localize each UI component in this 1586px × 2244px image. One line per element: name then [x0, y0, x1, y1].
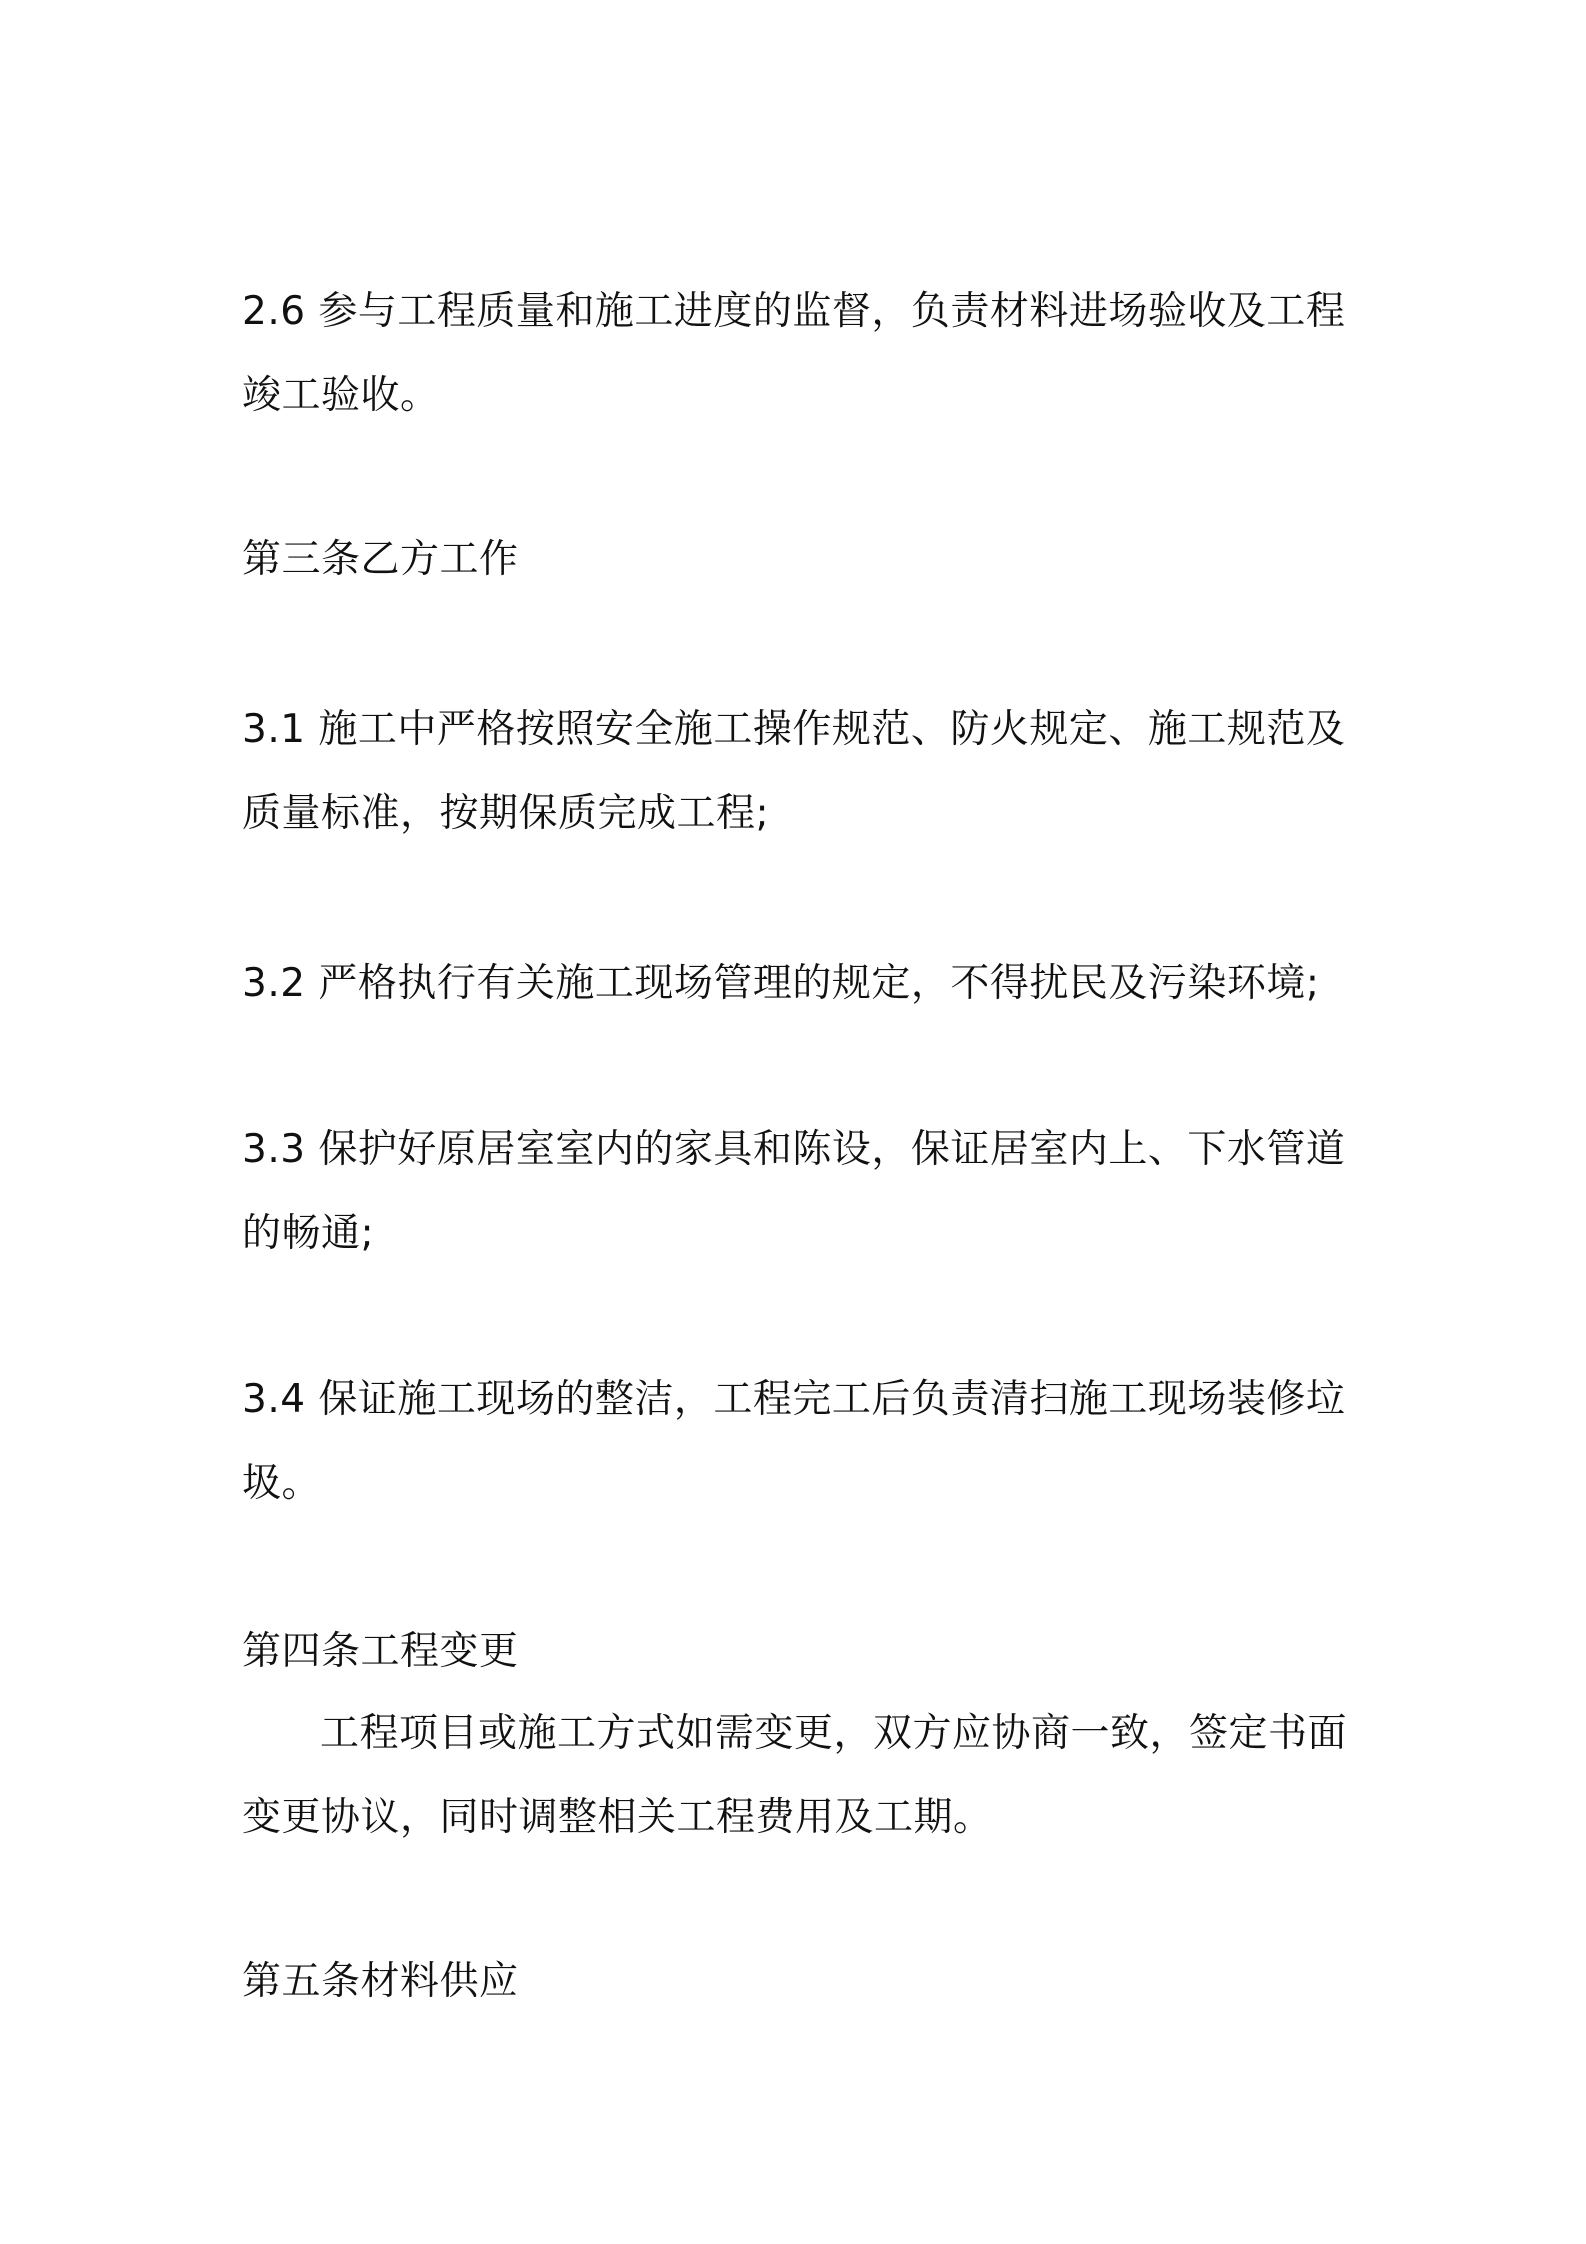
article-3-heading: 第三条乙方工作	[242, 537, 519, 582]
article-5-heading: 第五条材料供应	[242, 1959, 519, 2004]
clause-3-4: 3.4 保证施工现场的整洁，工程完工后负责清扫施工现场装修垃圾。	[242, 1377, 1346, 1506]
clause-3-1: 3.1 施工中严格按照安全施工操作规范、防火规定、施工规范及质量标准，按期保质完成工程;	[242, 707, 1346, 836]
article-4-body: 工程项目或施工方式如需变更，双方应协商一致，签定书面变更协议，同时调整相关工程费用及工期。	[242, 1711, 1348, 1840]
article-4-heading: 第四条工程变更	[242, 1629, 519, 1674]
clause-3-2: 3.2 严格执行有关施工现场管理的规定，不得扰民及污染环境;	[242, 961, 1320, 1006]
clause-3-3: 3.3 保护好原居室室内的家具和陈设，保证居室内上、下水管道的畅通;	[242, 1127, 1346, 1256]
clause-2-6: 2.6 参与工程质量和施工进度的监督，负责材料进场验收及工程竣工验收。	[242, 289, 1346, 418]
